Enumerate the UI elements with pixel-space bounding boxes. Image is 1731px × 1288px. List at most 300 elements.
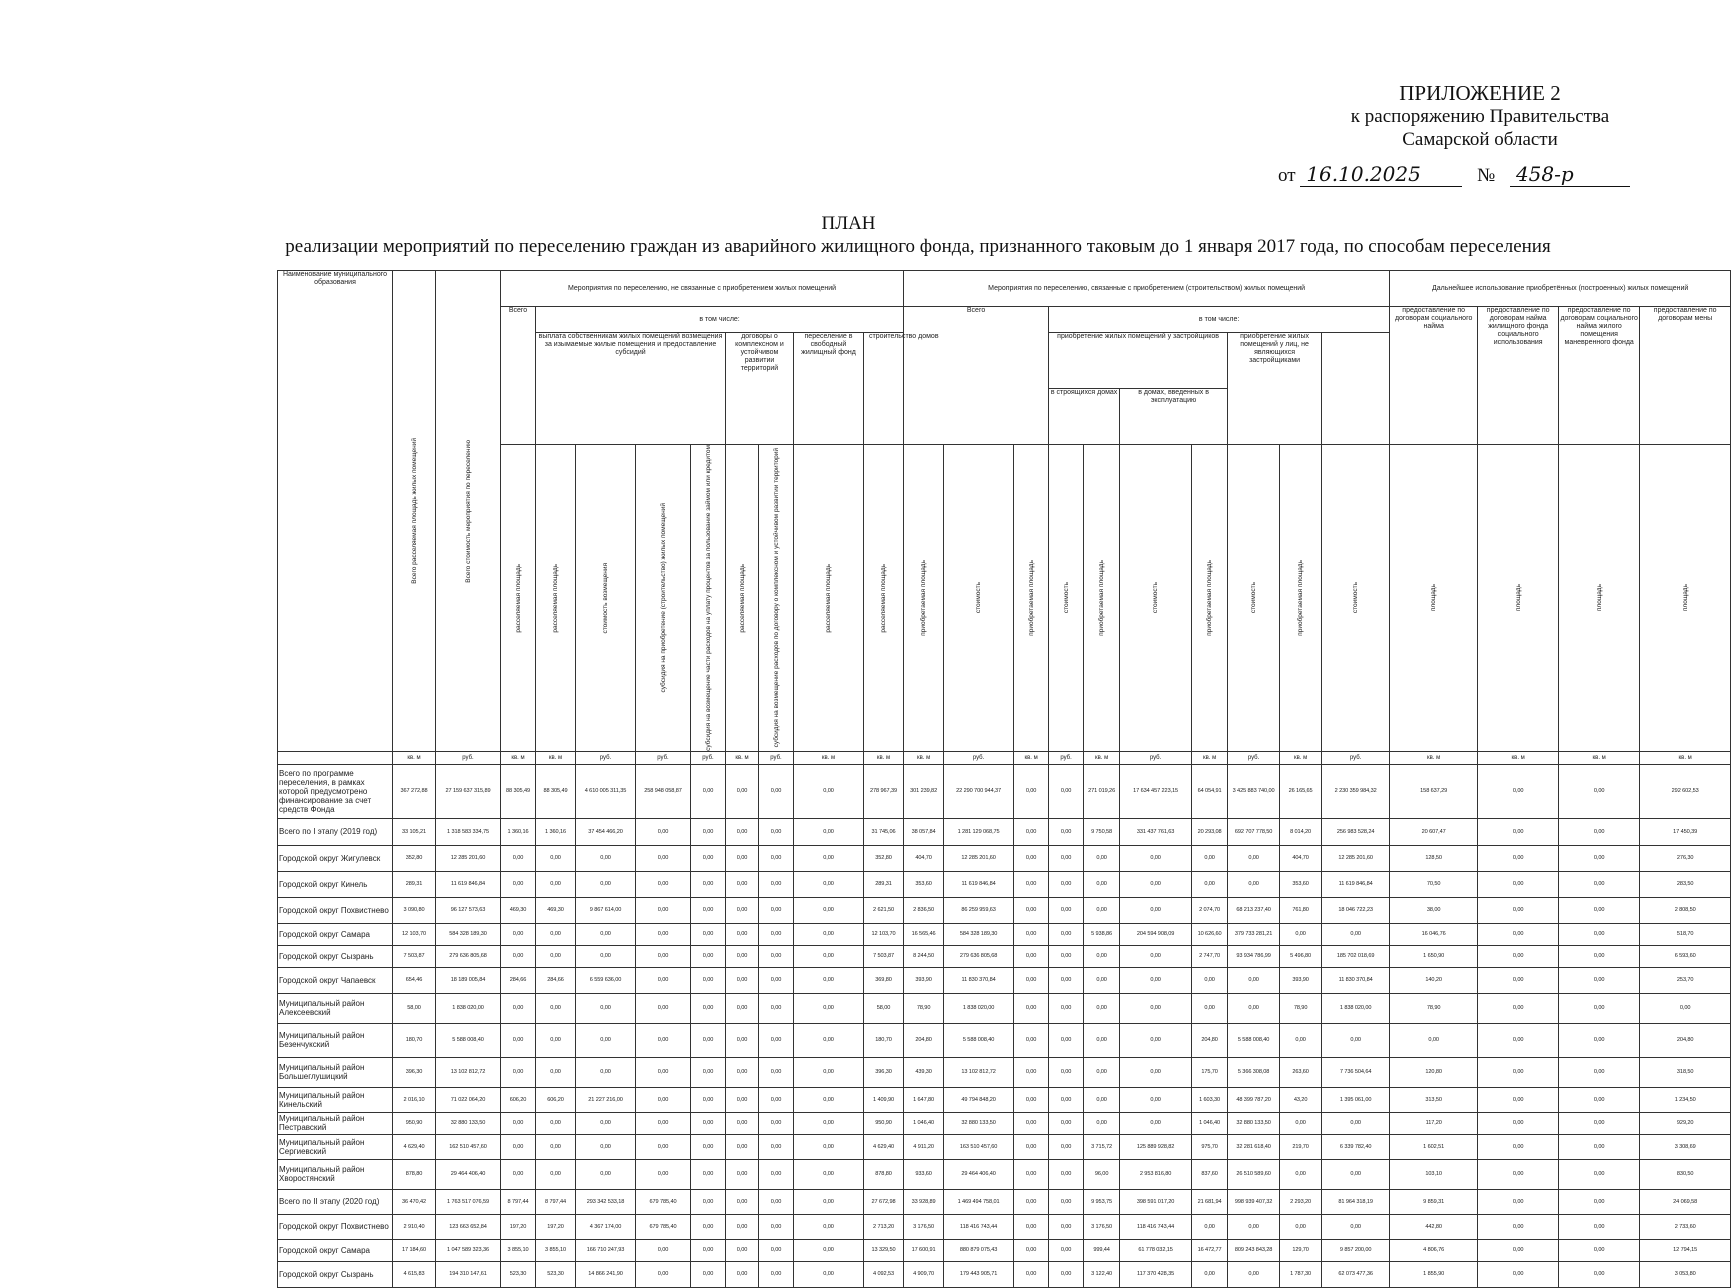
a-pay-header: выплата собственникам жилых помещений возмещения за изымаемые жилые помещения и предоставление субсидий (536, 333, 726, 445)
cell-value: 0,00 (636, 1159, 691, 1189)
cell-value: 1 281 129 068,75 (944, 818, 1014, 845)
cell-value: 0,00 (1478, 1261, 1559, 1287)
cell-value: 1 469 494 758,01 (944, 1189, 1014, 1214)
row-name: Муниципальный район Сергиевский (278, 1134, 393, 1159)
sub-c3-area: площадь (1559, 445, 1640, 752)
cell-value: 0,00 (1478, 871, 1559, 897)
cell-value: 175,70 (1192, 1057, 1228, 1087)
cell-value: 9 859,31 (1390, 1189, 1478, 1214)
b-total: Всего (904, 307, 1049, 445)
cell-value: 469,30 (536, 897, 576, 923)
cell-value: 0,00 (501, 1159, 536, 1189)
cell-value: 9 857 200,00 (1322, 1239, 1390, 1261)
cell-value: 0,00 (1014, 1112, 1049, 1134)
cell-value: 0,00 (636, 967, 691, 993)
cell-value: 950,90 (864, 1112, 904, 1134)
cell-value: 11 619 846,84 (944, 871, 1014, 897)
cell-value: 0,00 (1049, 923, 1084, 945)
cell-value: 128,50 (1390, 845, 1478, 871)
cell-value: 1 234,50 (1640, 1087, 1731, 1112)
cell-value: 352,80 (393, 845, 436, 871)
cell-value: 3 855,10 (501, 1239, 536, 1261)
cell-value: 0,00 (501, 1057, 536, 1087)
cell-value: 367 272,88 (393, 764, 436, 818)
number-label: № (1477, 165, 1496, 186)
cell-value: 0,00 (759, 1159, 794, 1189)
cell-value: 13 102 812,72 (944, 1057, 1014, 1087)
cell-value: 0,00 (1049, 1112, 1084, 1134)
cell-value: 129,70 (1280, 1239, 1322, 1261)
cell-value: 2 953 816,80 (1120, 1159, 1192, 1189)
cell-value: 0,00 (1228, 1261, 1280, 1287)
sub-c4-area: площадь (1640, 445, 1731, 752)
cell-value: 0,00 (691, 1023, 726, 1057)
cell-value: 68 213 237,40 (1228, 897, 1280, 923)
cell-value: 185 702 018,69 (1322, 945, 1390, 967)
cell-value: 292 602,53 (1640, 764, 1731, 818)
unit-cell: руб. (1322, 751, 1390, 764)
cell-value: 0,00 (759, 845, 794, 871)
cell-value: 10 626,60 (1192, 923, 1228, 945)
cell-value: 0,00 (1322, 1023, 1390, 1057)
cell-value: 0,00 (1014, 871, 1049, 897)
cell-value: 0,00 (576, 1112, 636, 1134)
table-row (278, 1261, 1731, 1287)
cell-value: 58,00 (864, 993, 904, 1023)
cell-value: 0,00 (726, 845, 759, 871)
c2-header: предоставление по договорам найма жилищного фонда социального использования (1478, 307, 1559, 445)
cell-value: 0,00 (536, 945, 576, 967)
cell-value: 0,00 (1280, 1214, 1322, 1239)
cell-value: 5 588 008,40 (1228, 1023, 1280, 1057)
group-c-header: Дальнейшее использование приобретённых (построенных) жилых помещений (1390, 271, 1731, 307)
cell-value: 29 464 406,40 (436, 1159, 501, 1189)
cell-value: 64 054,91 (1192, 764, 1228, 818)
group-a-header: Мероприятия по переселению, не связанные с приобретением жилых помещений (501, 271, 904, 307)
cell-value: 3 715,72 (1084, 1134, 1120, 1159)
cell-value: 0,00 (1559, 845, 1640, 871)
units-row (278, 751, 1731, 764)
cell-value: 11 830 370,84 (1322, 967, 1390, 993)
cell-value: 0,00 (536, 1057, 576, 1087)
cell-value: 0,00 (1322, 1112, 1390, 1134)
cell-value: 352,80 (864, 845, 904, 871)
cell-value: 103,10 (1390, 1159, 1478, 1189)
cell-value: 0,00 (1049, 1134, 1084, 1159)
cell-value: 0,00 (501, 945, 536, 967)
sub-b-tot-acq: приобретаемая площадь (904, 445, 944, 752)
cell-value: 162 510 457,60 (436, 1134, 501, 1159)
cell-value: 0,00 (1120, 1023, 1192, 1057)
table-row (278, 897, 1731, 923)
cell-value: 439,30 (904, 1057, 944, 1087)
plan-subtitle: реализации мероприятий по переселению граждан из аварийного жилищного фонда, признанного таковым до 1 января 2017 года, по способам переселения (285, 236, 1551, 257)
cell-value: 0,00 (1120, 897, 1192, 923)
row-name: Муниципальный район Хворостянский (278, 1159, 393, 1189)
col-name: Наименование муниципального образования (278, 271, 393, 752)
cell-value: 8 797,44 (536, 1189, 576, 1214)
unit-cell: кв. м (1192, 751, 1228, 764)
cell-value: 48 399 787,20 (1228, 1087, 1280, 1112)
cell-value: 0,00 (726, 1087, 759, 1112)
unit-cell: руб. (636, 751, 691, 764)
sub-b-bld-area: приобретаемая площадь (1014, 445, 1049, 752)
table-row (278, 818, 1731, 845)
cell-value: 0,00 (691, 1134, 726, 1159)
row-name: Муниципальный район Безенчукский (278, 1023, 393, 1057)
cell-value: 78,90 (1280, 993, 1322, 1023)
cell-value: 16 046,76 (1390, 923, 1478, 945)
cell-value: 0,00 (794, 967, 864, 993)
cell-value: 0,00 (1228, 967, 1280, 993)
cell-value: 0,00 (636, 1134, 691, 1159)
unit-cell: руб. (691, 751, 726, 764)
cell-value: 197,20 (536, 1214, 576, 1239)
cell-value: 0,00 (1049, 871, 1084, 897)
cell-value: 301 239,82 (904, 764, 944, 818)
cell-value: 0,00 (726, 1261, 759, 1287)
cell-value: 4 911,20 (904, 1134, 944, 1159)
table-row (278, 764, 1731, 818)
unit-cell: руб. (576, 751, 636, 764)
unit-cell: кв. м (1280, 751, 1322, 764)
cell-value: 5 588 008,40 (944, 1023, 1014, 1057)
cell-value: 998 939 407,32 (1228, 1189, 1280, 1214)
cell-value: 194 310 147,61 (436, 1261, 501, 1287)
cell-value: 62 073 477,36 (1322, 1261, 1390, 1287)
unit-cell: кв. м (726, 751, 759, 764)
sub-b-oth-cost: стоимость (1322, 445, 1390, 752)
cell-value: 20 607,47 (1390, 818, 1478, 845)
cell-value: 0,00 (501, 993, 536, 1023)
cell-value: 523,30 (501, 1261, 536, 1287)
group-b-header: Мероприятия по переселению, связанные с приобретением (строительством) жилых помещений (904, 271, 1390, 307)
cell-value: 180,70 (864, 1023, 904, 1057)
cell-value: 0,00 (726, 923, 759, 945)
cell-value: 17 184,60 (393, 1239, 436, 1261)
cell-value: 0,00 (576, 845, 636, 871)
cell-value: 0,00 (501, 923, 536, 945)
cell-value: 1 047 589 323,36 (436, 1239, 501, 1261)
cell-value: 0,00 (794, 923, 864, 945)
cell-value: 0,00 (576, 923, 636, 945)
cell-value: 5 588 008,40 (436, 1023, 501, 1057)
cell-value: 0,00 (726, 818, 759, 845)
cell-value: 0,00 (1192, 993, 1228, 1023)
cell-value: 0,00 (759, 897, 794, 923)
cell-value: 0,00 (726, 764, 759, 818)
cell-value: 284,66 (536, 967, 576, 993)
cell-value: 0,00 (691, 1057, 726, 1087)
cell-value: 0,00 (794, 818, 864, 845)
b-dev-done-header: в домах, введенных в эксплуатацию (1120, 389, 1228, 445)
unit-cell: кв. м (501, 751, 536, 764)
cell-value: 0,00 (1084, 1023, 1120, 1057)
cell-value: 0,00 (759, 1057, 794, 1087)
cell-value: 0,00 (759, 1112, 794, 1134)
cell-value: 692 707 778,50 (1228, 818, 1280, 845)
row-name: Городской округ Чапаевск (278, 967, 393, 993)
appendix-title: ПРИЛОЖЕНИЕ 2 (1399, 81, 1561, 105)
cell-value: 2 747,70 (1192, 945, 1228, 967)
cell-value: 219,70 (1280, 1134, 1322, 1159)
cell-value: 70,50 (1390, 871, 1478, 897)
cell-value: 0,00 (1014, 1239, 1049, 1261)
cell-value: 0,00 (1120, 1057, 1192, 1087)
cell-value: 0,00 (1559, 764, 1640, 818)
cell-value: 0,00 (536, 1134, 576, 1159)
cell-value: 1 318 583 334,75 (436, 818, 501, 845)
cell-value: 0,00 (1478, 1057, 1559, 1087)
cell-value: 654,46 (393, 967, 436, 993)
cell-value: 0,00 (794, 1057, 864, 1087)
cell-value: 32 880 133,50 (1228, 1112, 1280, 1134)
cell-value: 0,00 (726, 1159, 759, 1189)
cell-value: 6 559 636,00 (576, 967, 636, 993)
sub-b-oth-area: приобретаемая площадь (1280, 445, 1322, 752)
row-name: Городской округ Жигулевск (278, 845, 393, 871)
table-row (278, 967, 1731, 993)
cell-value: 11 830 370,84 (944, 967, 1014, 993)
cell-value: 0,00 (726, 1239, 759, 1261)
cell-value: 950,90 (393, 1112, 436, 1134)
cell-value: 396,30 (393, 1057, 436, 1087)
cell-value: 404,70 (1280, 845, 1322, 871)
cell-value: 0,00 (536, 993, 576, 1023)
cell-value: 8 797,44 (501, 1189, 536, 1214)
cell-value: 0,00 (536, 923, 576, 945)
cell-value: 0,00 (1478, 818, 1559, 845)
cell-value: 140,20 (1390, 967, 1478, 993)
cell-value: 0,00 (1478, 1239, 1559, 1261)
cell-value: 584 328 189,30 (944, 923, 1014, 945)
cell-value: 12 103,70 (864, 923, 904, 945)
sub-b-new-area: приобретаемая площадь (1084, 445, 1120, 752)
cell-value: 0,00 (691, 945, 726, 967)
cell-value: 88 305,49 (536, 764, 576, 818)
cell-value: 0,00 (576, 1057, 636, 1087)
cell-value: 0,00 (576, 1159, 636, 1189)
cell-value: 258 948 058,87 (636, 764, 691, 818)
cell-value: 0,00 (1280, 1112, 1322, 1134)
row-name: Всего по II этапу (2020 год) (278, 1189, 393, 1214)
cell-value: 0,00 (636, 1087, 691, 1112)
cell-value: 16 472,77 (1192, 1239, 1228, 1261)
cell-value: 0,00 (794, 845, 864, 871)
cell-value: 0,00 (501, 1023, 536, 1057)
cell-value: 0,00 (636, 993, 691, 1023)
cell-value: 0,00 (726, 993, 759, 1023)
cell-value: 4 909,70 (904, 1261, 944, 1287)
cell-value: 0,00 (1478, 1214, 1559, 1239)
table-row (278, 845, 1731, 871)
cell-value: 0,00 (691, 1239, 726, 1261)
cell-value: 2 074,70 (1192, 897, 1228, 923)
cell-value: 0,00 (691, 1214, 726, 1239)
cell-value: 0,00 (726, 945, 759, 967)
cell-value: 0,00 (1084, 871, 1120, 897)
cell-value: 0,00 (1228, 845, 1280, 871)
cell-value: 3 122,40 (1084, 1261, 1120, 1287)
sub-a-pay-area: расселяемая площадь (536, 445, 576, 752)
cell-value: 0,00 (501, 845, 536, 871)
cell-value: 0,00 (759, 923, 794, 945)
cell-value: 81 964 318,19 (1322, 1189, 1390, 1214)
cell-value: 0,00 (1084, 945, 1120, 967)
cell-value: 2 733,60 (1640, 1214, 1731, 1239)
cell-value: 17 634 457 223,15 (1120, 764, 1192, 818)
cell-value: 5 938,86 (1084, 923, 1120, 945)
cell-value: 0,00 (691, 967, 726, 993)
a-free-header: переселение в свободный жилищный фонд (794, 333, 864, 445)
appendix-block (1270, 82, 1690, 151)
cell-value: 0,00 (1084, 897, 1120, 923)
sub-a-pay-sub2: субсидия на возмещение части расходов на уплату процентов за пользование займом или кредитом (691, 445, 726, 752)
cell-value: 0,00 (1280, 923, 1322, 945)
cell-value: 0,00 (1478, 1189, 1559, 1214)
cell-value: 0,00 (1049, 764, 1084, 818)
cell-value: 0,00 (794, 764, 864, 818)
cell-value: 27 159 637 315,89 (436, 764, 501, 818)
cell-value: 0,00 (1014, 1087, 1049, 1112)
cell-value: 0,00 (1014, 1057, 1049, 1087)
cell-value: 606,20 (536, 1087, 576, 1112)
cell-value: 0,00 (536, 871, 576, 897)
cell-value: 0,00 (1049, 1214, 1084, 1239)
cell-value: 27 672,98 (864, 1189, 904, 1214)
cell-value: 0,00 (794, 1214, 864, 1239)
cell-value: 393,90 (904, 967, 944, 993)
cell-value: 0,00 (1049, 1261, 1084, 1287)
order-line (1278, 162, 1678, 187)
cell-value: 0,00 (576, 993, 636, 1023)
cell-value: 18 046 722,23 (1322, 897, 1390, 923)
sub-b-tot-area: расселяемая площадь (864, 445, 904, 752)
col-total-area: Всего расселяемая площадь жилых помещений (393, 271, 436, 752)
cell-value: 2 230 359 984,32 (1322, 764, 1390, 818)
cell-value: 3 425 883 740,00 (1228, 764, 1280, 818)
cell-value: 0,00 (576, 871, 636, 897)
cell-value: 0,00 (1559, 1057, 1640, 1087)
cell-value: 284,66 (501, 967, 536, 993)
cell-value: 0,00 (794, 1159, 864, 1189)
sub-a-con-sub: субсидия на возмещение расходов по договору о комплексном и устойчивом развитии территорий (759, 445, 794, 752)
cell-value: 49 794 848,20 (944, 1087, 1014, 1112)
cell-value: 0,00 (1014, 1261, 1049, 1287)
cell-value: 0,00 (1014, 764, 1049, 818)
cell-value: 0,00 (536, 1023, 576, 1057)
table-row (278, 1112, 1731, 1134)
cell-value: 7 736 504,64 (1322, 1057, 1390, 1087)
cell-value: 3 176,50 (904, 1214, 944, 1239)
cell-value: 0,00 (1322, 1214, 1390, 1239)
cell-value: 29 464 406,40 (944, 1159, 1014, 1189)
cell-value: 606,20 (501, 1087, 536, 1112)
cell-value: 0,00 (536, 845, 576, 871)
cell-value: 0,00 (1559, 871, 1640, 897)
cell-value: 14 866 241,90 (576, 1261, 636, 1287)
cell-value: 469,30 (501, 897, 536, 923)
cell-value: 0,00 (759, 1189, 794, 1214)
cell-value: 0,00 (1049, 818, 1084, 845)
cell-value: 8 014,20 (1280, 818, 1322, 845)
cell-value: 38,00 (1390, 897, 1478, 923)
cell-value: 0,00 (691, 818, 726, 845)
cell-value: 93 934 786,99 (1228, 945, 1280, 967)
cell-value: 0,00 (1120, 871, 1192, 897)
cell-value: 1 046,40 (904, 1112, 944, 1134)
table-row (278, 1087, 1731, 1112)
cell-value: 32 880 133,50 (944, 1112, 1014, 1134)
cell-value: 0,00 (691, 1261, 726, 1287)
cell-value: 0,00 (1084, 1087, 1120, 1112)
cell-value: 0,00 (794, 897, 864, 923)
sub-b-tot-cost: стоимость (944, 445, 1014, 752)
cell-value: 4 806,76 (1390, 1239, 1478, 1261)
order-number: 458-р (1510, 162, 1630, 187)
cell-value: 256 983 528,24 (1322, 818, 1390, 845)
cell-value: 197,20 (501, 1214, 536, 1239)
cell-value: 3 053,80 (1640, 1261, 1731, 1287)
cell-value: 117 370 428,35 (1120, 1261, 1192, 1287)
cell-value: 0,00 (759, 945, 794, 967)
cell-value: 278 967,39 (864, 764, 904, 818)
cell-value: 398 591 017,20 (1120, 1189, 1192, 1214)
cell-value: 61 778 032,15 (1120, 1239, 1192, 1261)
cell-value: 8 244,50 (904, 945, 944, 967)
cell-value: 0,00 (726, 1112, 759, 1134)
cell-value: 26 165,65 (1280, 764, 1322, 818)
sub-b-done-area: приобретаемая площадь (1192, 445, 1228, 752)
cell-value: 0,00 (1559, 1189, 1640, 1214)
cell-value: 0,00 (1559, 1112, 1640, 1134)
c4-header: предоставление по договорам мены (1640, 307, 1731, 445)
cell-value: 0,00 (1478, 923, 1559, 945)
cell-value: 33 105,21 (393, 818, 436, 845)
cell-value: 0,00 (759, 871, 794, 897)
cell-value: 17 450,39 (1640, 818, 1731, 845)
cell-value: 0,00 (1014, 945, 1049, 967)
cell-value: 0,00 (1390, 1023, 1478, 1057)
cell-value: 0,00 (759, 1087, 794, 1112)
cell-value: 7 503,87 (864, 945, 904, 967)
cell-value: 253,70 (1640, 967, 1731, 993)
cell-value: 0,00 (759, 1261, 794, 1287)
cell-value: 78,90 (1390, 993, 1478, 1023)
cell-value: 13 102 812,72 (436, 1057, 501, 1087)
sub-a-free-area: расселяемая площадь (794, 445, 864, 752)
row-name: Городской округ Самара (278, 923, 393, 945)
cell-value: 78,90 (904, 993, 944, 1023)
appendix-line-2: к распоряжению Правительства (1350, 106, 1610, 127)
cell-value: 12 285 201,60 (436, 845, 501, 871)
cell-value: 933,60 (904, 1159, 944, 1189)
b-dev-header: приобретение жилых помещений у застройщиков (1049, 333, 1228, 389)
cell-value: 0,00 (794, 1261, 864, 1287)
cell-value: 0,00 (1192, 871, 1228, 897)
cell-value: 2 910,40 (393, 1214, 436, 1239)
cell-value: 0,00 (794, 871, 864, 897)
cell-value: 0,00 (501, 871, 536, 897)
from-label: от (1278, 165, 1296, 186)
cell-value: 0,00 (1084, 993, 1120, 1023)
cell-value: 0,00 (691, 1087, 726, 1112)
sub-a-con-area: расселяемая площадь (726, 445, 759, 752)
cell-value: 289,31 (393, 871, 436, 897)
cell-value: 0,00 (726, 967, 759, 993)
unit-cell: кв. м (794, 751, 864, 764)
cell-value: 12 285 201,60 (1322, 845, 1390, 871)
